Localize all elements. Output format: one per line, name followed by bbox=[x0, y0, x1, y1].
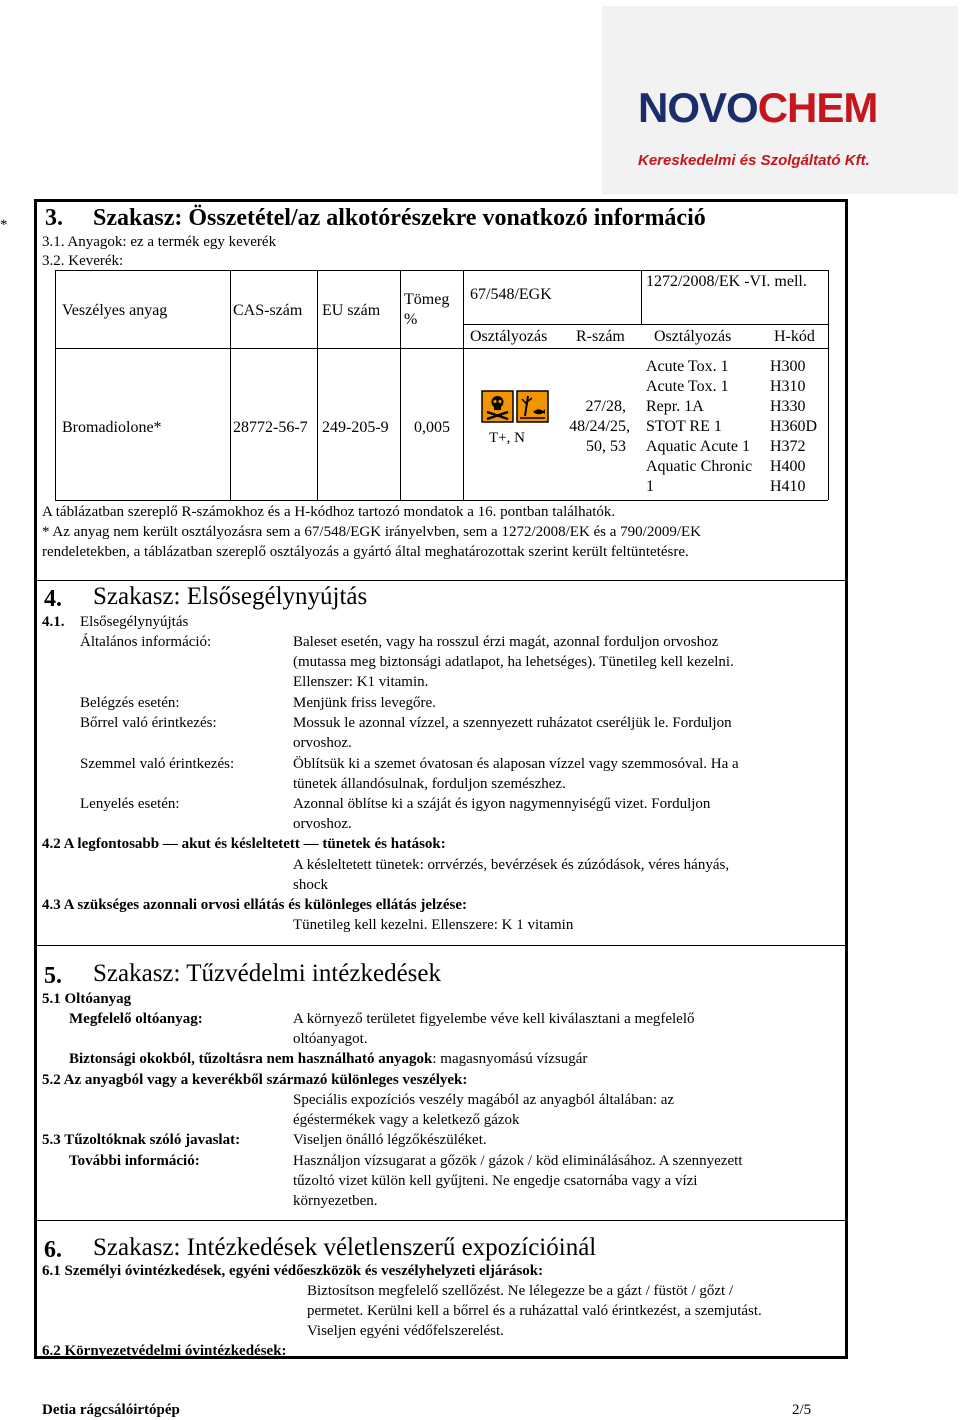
suitable-media-line-2: oltóanyagot. bbox=[293, 1031, 368, 1047]
section5-2-line-1: Speciális expozíciós veszély magából az anyagból általában: az bbox=[293, 1092, 675, 1108]
td-r-line-1: 27/28, bbox=[585, 398, 626, 415]
th-regulation: 1272/2008/EK -VI. mell. bbox=[646, 273, 807, 290]
th-mass: Tömeg % bbox=[404, 291, 450, 328]
section5-3-line: Viseljen önálló légzőkészüléket. bbox=[293, 1132, 487, 1148]
td-class-1: Acute Tox. 1 bbox=[646, 358, 729, 375]
th-classification-2: Osztályozás bbox=[654, 328, 732, 345]
section6-title: Szakasz: Intézkedések véletlenszerű expozícióinál bbox=[93, 1234, 597, 1261]
section4-2-heading: 4.2 A legfontosabb — akut és késleltetett — tünetek és hatások: bbox=[42, 836, 446, 852]
td-cas: 28772-56-7 bbox=[233, 419, 308, 436]
section6-2-heading: 6.2 Környezetvédelmi óvintézkedések: bbox=[42, 1343, 287, 1359]
td-hcode-1: H300 bbox=[770, 358, 806, 375]
eye-contact-line-1: Öblítsük ki a szemet óvatosan és alaposan vízzel vagy szemmosóval. Ha a bbox=[293, 756, 739, 772]
suitable-media-label: Megfelelő oltóanyag: bbox=[69, 1011, 203, 1027]
logo-wordmark: NOVOCHEM bbox=[638, 84, 878, 131]
section6-1-line-1: Biztosítson megfelelő szellőzést. Ne lélegezze be a gázt / füstöt / gőzt / bbox=[307, 1283, 734, 1299]
td-hcode-2: H310 bbox=[770, 378, 806, 395]
section-divider bbox=[37, 580, 845, 581]
td-r-line-3: 50, 53 bbox=[586, 438, 626, 455]
section6-1-line-3: Viseljen egyéni védőfelszerelést. bbox=[307, 1323, 504, 1339]
classification-note-1: * Az anyag nem került osztályozásra sem a 67/548/EGK irányelvben, sem a 1272/2008/EK és a 790/2009/EK bbox=[42, 524, 702, 540]
section4-1-number: 4.1. bbox=[42, 614, 65, 630]
td-substance: Bromadiolone* bbox=[62, 419, 162, 436]
hazard-pictograms bbox=[481, 390, 549, 424]
section4-number: 4. bbox=[44, 586, 62, 612]
th-directive: 67/548/EGK bbox=[470, 286, 552, 303]
suitable-media-line-1: A környező területet figyelembe véve kell kiválasztani a megfelelő bbox=[293, 1011, 695, 1027]
eye-contact-label: Szemmel való érintkezés: bbox=[80, 756, 235, 772]
td-class-3: Repr. 1A bbox=[646, 398, 704, 415]
section4-3-line: Tünetileg kell kezelni. Ellenszere: K 1 vitamin bbox=[293, 917, 574, 933]
td-class-7: 1 bbox=[646, 478, 654, 495]
margin-change-mark: * bbox=[0, 217, 8, 233]
general-info-label: Általános információ: bbox=[80, 634, 212, 650]
ingestion-label: Lenyelés esetén: bbox=[80, 796, 180, 812]
table-note: A táblázatban szereplő R-számokhoz és a H-kódhoz tartozó mondatok a 16. pontban találhatók. bbox=[42, 504, 616, 520]
section5-number: 5. bbox=[44, 963, 62, 989]
skull-crossbones-icon bbox=[482, 391, 513, 422]
td-eu: 249-205-9 bbox=[322, 419, 389, 436]
section-divider bbox=[37, 1220, 845, 1221]
td-hcode-5: H372 bbox=[770, 438, 806, 455]
th-r-number: R-szám bbox=[576, 328, 625, 345]
company-logo bbox=[602, 6, 958, 194]
td-hcode-4: H360D bbox=[770, 418, 818, 435]
td-hcode-6: H400 bbox=[770, 458, 806, 475]
further-info-line-1: Használjon vízsugarat a gőzök / gázok / köd eliminálásához. A szennyezett bbox=[293, 1153, 743, 1169]
eye-contact-line-2: tünetek állandósulnak, forduljon szemészhez. bbox=[293, 776, 566, 792]
section6-1-heading: 6.1 Személyi óvintézkedések, egyéni védőeszközök és veszélyhelyzeti eljárások: bbox=[42, 1263, 544, 1279]
section5-title: Szakasz: Tűzvédelmi intézkedések bbox=[93, 960, 442, 987]
logo-subtitle: Kereskedelmi és Szolgáltató Kft. bbox=[638, 152, 870, 169]
further-info-label: További információ: bbox=[69, 1153, 200, 1169]
section6-1-line-2: permetet. Kerülni kell a bőrrel és a ruházattal való érintkezést, a szemjutást. bbox=[307, 1303, 762, 1319]
section5-3-heading: 5.3 Tűzoltóknak szóló javaslat: bbox=[42, 1132, 241, 1148]
section5-2-heading: 5.2 Az anyagból vagy a keverékből származó különleges veszélyek: bbox=[42, 1072, 468, 1088]
general-info-line-1: Baleset esetén, vagy ha rosszul érzi magát, azonnal forduljon orvoshoz bbox=[293, 634, 719, 650]
section5-2-line-2: égéstermékek vagy a keletkező gázok bbox=[293, 1112, 520, 1128]
th-eu: EU szám bbox=[322, 302, 381, 319]
section-divider bbox=[37, 945, 845, 946]
section3-title: Szakasz: Összetétel/az alkotórészekre vonatkozó információ bbox=[93, 205, 706, 231]
skin-contact-line-1: Mossuk le azonnal vízzel, a szennyezett ruházatot cseréljük le. Forduljon bbox=[293, 715, 732, 731]
td-hcode-3: H330 bbox=[770, 398, 806, 415]
section5-1-heading: 5.1 Oltóanyag bbox=[42, 991, 132, 1007]
section4-3-heading: 4.3 A szükséges azonnali orvosi ellátás és különleges ellátás jelzése: bbox=[42, 897, 467, 913]
section3-2-line: 3.2. Keverék: bbox=[42, 253, 124, 269]
td-class-4: STOT RE 1 bbox=[646, 418, 722, 435]
section4-2-line-1: A késleltetett tünetek: orrvérzés, bevérzések és zúzódások, véres hányás, bbox=[293, 857, 730, 873]
footer-page-number: 2/5 bbox=[792, 1402, 812, 1418]
skin-contact-line-2: orvoshoz. bbox=[293, 735, 352, 751]
ingestion-line-1: Azonnal öblítse ki a száját és igyon nagymennyiségű vizet. Forduljon bbox=[293, 796, 711, 812]
td-symbols: T+, N bbox=[489, 430, 525, 446]
section4-title: Szakasz: Elsősegélynyújtás bbox=[93, 583, 368, 610]
footer-product-name: Detia rágcsálóirtópép bbox=[42, 1402, 180, 1418]
environment-hazard-icon bbox=[517, 391, 548, 422]
skin-contact-label: Bőrrel való érintkezés: bbox=[80, 715, 217, 731]
section4-1-title: Elsősegélynyújtás bbox=[80, 614, 189, 630]
td-class-6: Aquatic Chronic bbox=[646, 458, 753, 475]
unsuitable-media: Biztonsági okokból, tűzoltásra nem használható anyagok: magasnyomású vízsugár bbox=[69, 1051, 588, 1067]
classification-note-2: rendeletekben, a táblázatban szereplő osztályozás a gyártó által meghatározottak szerint került feltüntetésre. bbox=[42, 544, 689, 560]
further-info-line-2: tűzoltó vizet külön kell gyűjteni. Ne engedje csatornába vagy a vízi bbox=[293, 1173, 698, 1189]
inhalation-label: Belégzés esetén: bbox=[80, 695, 180, 711]
section3-number: 3. bbox=[45, 205, 63, 231]
further-info-line-3: környezetben. bbox=[293, 1193, 378, 1209]
th-substance: Veszélyes anyag bbox=[62, 302, 168, 319]
td-hcode-7: H410 bbox=[770, 478, 806, 495]
td-mass: 0,005 bbox=[414, 419, 450, 436]
section6-number: 6. bbox=[44, 1237, 62, 1263]
general-info-line-2: (mutassa meg biztonsági adatlapot, ha lehetséges). Tünetileg kell kezelni. bbox=[293, 654, 734, 670]
th-cas: CAS-szám bbox=[233, 302, 303, 319]
general-info-line-3: Ellenszer: K1 vitamin. bbox=[293, 674, 429, 690]
td-class-5: Aquatic Acute 1 bbox=[646, 438, 750, 455]
section3-1-line: 3.1. Anyagok: ez a termék egy keverék bbox=[42, 234, 277, 250]
td-class-2: Acute Tox. 1 bbox=[646, 378, 729, 395]
inhalation-line-1: Menjünk friss levegőre. bbox=[293, 695, 436, 711]
td-r-line-2: 48/24/25, bbox=[569, 418, 630, 435]
ingestion-line-2: orvoshoz. bbox=[293, 816, 352, 832]
th-h-code: H-kód bbox=[774, 328, 815, 345]
section4-2-line-2: shock bbox=[293, 877, 328, 893]
th-classification-1: Osztályozás bbox=[470, 328, 548, 345]
